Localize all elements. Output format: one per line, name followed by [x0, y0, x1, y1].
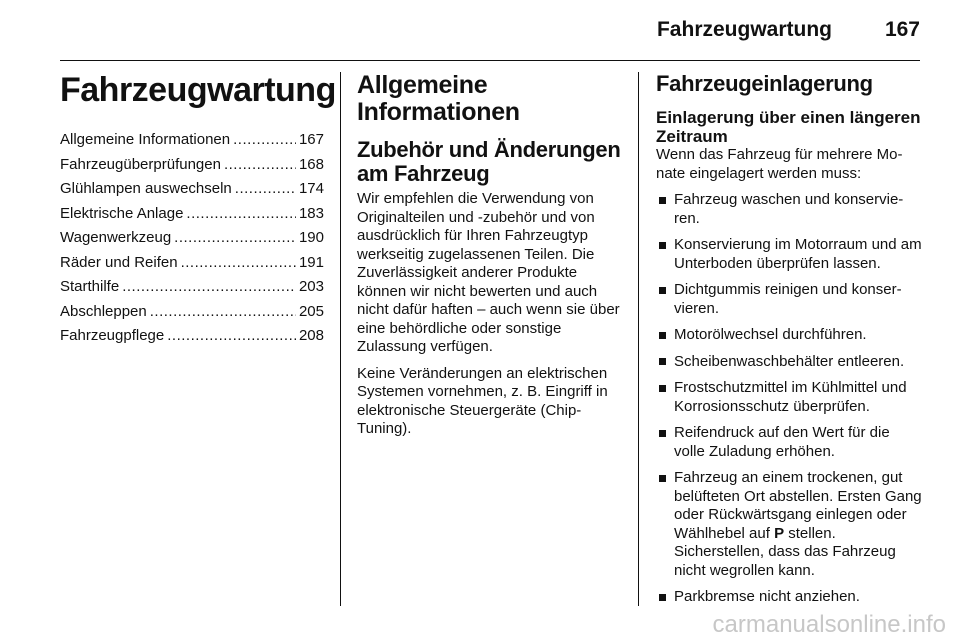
- toc-entry-label: Allgemeine Informationen: [60, 131, 231, 148]
- toc-entry-page: 168: [298, 155, 324, 173]
- watermark: carmanualsonline.info: [712, 611, 946, 638]
- toc-leader: [167, 324, 296, 349]
- list-item: [656, 379, 922, 416]
- toc-entry[interactable]: [60, 226, 324, 251]
- toc-entry[interactable]: [60, 202, 324, 227]
- toc-entry[interactable]: [60, 324, 324, 349]
- toc-leader: [224, 153, 296, 178]
- bullet-square-icon: [659, 430, 666, 437]
- bullet-square-icon: [659, 358, 666, 365]
- body-paragraph: Keine Veränderungen an elektrischen Systemen vornehmen, z. B. Eingriff in elektronische Steuergeräte (Chip-Tuning).: [357, 364, 608, 437]
- toc-entry-label: Glühlampen auswechseln: [60, 180, 232, 197]
- list-item-text-part: Fahrzeug an einem trockenen, gut belüfteten Ort abstellen. Ersten Gang oder Rückwärtsgang einlegen oder Wählhebel auf: [674, 469, 922, 542]
- list-item: [656, 326, 922, 345]
- list-item-text: Dichtgummis reinigen und konservieren.: [674, 281, 902, 317]
- section-heading: Fahrzeugeinlagerung: [656, 71, 873, 96]
- bullet-square-icon: [659, 475, 666, 482]
- toc-entry-page: 190: [298, 229, 324, 246]
- list-item-text: Frostschutzmittel im Kühlmittel und Korrosionsschutz überprüfen.: [674, 379, 907, 415]
- list-item: [656, 424, 922, 461]
- list-item-text: [674, 469, 922, 579]
- bullet-square-icon: [659, 242, 666, 249]
- page-header: [60, 14, 920, 50]
- toc-entry-label: Elektrische Anlage: [60, 204, 184, 222]
- list-item-text: Fahrzeug waschen und konservieren.: [674, 191, 904, 227]
- gear-position-label: P: [774, 524, 785, 542]
- list-item-text: Scheibenwaschbehälter entleeren.: [674, 352, 905, 370]
- storage-column: [656, 72, 922, 615]
- toc-entry[interactable]: [60, 251, 324, 276]
- bullet-square-icon: [659, 197, 666, 204]
- list-item: [656, 236, 922, 273]
- bullet-square-icon: [659, 287, 666, 294]
- list-item: [656, 353, 922, 372]
- toc-leader: [235, 177, 296, 202]
- toc-entry-page: 167: [298, 131, 324, 148]
- list-item-text-part: stellen. Sicherstellen, dass das Fahrzeug nicht wegrollen kann.: [674, 524, 896, 579]
- toc-entry-page: 205: [298, 302, 324, 320]
- toc-entry-page: 191: [298, 253, 324, 271]
- column-divider-1: [340, 72, 341, 606]
- bullet-square-icon: [659, 332, 666, 339]
- toc-entry-page: 174: [298, 180, 324, 197]
- toc-entry-page: 208: [298, 327, 324, 344]
- list-item-text: Motorölwechsel durchführen.: [674, 326, 867, 343]
- list-item: [656, 469, 922, 580]
- toc-entry[interactable]: [60, 300, 324, 325]
- list-item: [656, 588, 922, 607]
- toc-entry[interactable]: [60, 128, 324, 153]
- column-divider-2: [638, 72, 639, 606]
- toc-entry-label: Wagenwerkzeug: [60, 229, 172, 246]
- running-title: Fahrzeugwartung: [656, 18, 832, 41]
- toc-leader: [122, 275, 296, 300]
- toc-entry-page: 203: [298, 278, 324, 295]
- toc-entry[interactable]: [60, 153, 324, 178]
- toc-leader: [186, 202, 296, 227]
- toc-entry-page: 183: [298, 204, 324, 222]
- toc-entry[interactable]: [60, 177, 324, 202]
- list-item: [656, 191, 922, 228]
- section-heading: Allgemeine Informationen: [357, 71, 520, 126]
- header-divider: [60, 60, 920, 61]
- toc-entry-label: Räder und Reifen: [60, 253, 178, 271]
- page-number: 167: [884, 18, 920, 41]
- list-item-text: Reifendruck auf den Wert für die volle Zuladung erhöhen.: [674, 424, 890, 460]
- storage-checklist: [656, 191, 922, 607]
- intro-paragraph: Wenn das Fahrzeug für mehrere Monate eingelagert werden muss:: [656, 146, 903, 182]
- list-item: [656, 281, 922, 318]
- toc-entry[interactable]: [60, 275, 324, 300]
- table-of-contents: [60, 128, 324, 349]
- toc-leader: [174, 226, 296, 251]
- toc-leader: [233, 128, 296, 153]
- toc-entry-label: Abschleppen: [60, 302, 147, 320]
- toc-leader: [181, 251, 296, 276]
- list-item-text: Parkbremse nicht anziehen.: [674, 588, 860, 605]
- toc-leader: [150, 300, 296, 325]
- toc-entry-label: Fahrzeugpflege: [60, 327, 165, 344]
- toc-column: [60, 71, 336, 349]
- subsection-heading: Einlagerung über einen längeren Zeitraum: [656, 108, 921, 146]
- general-info-column: [357, 72, 621, 447]
- subsection-heading: Zubehör und Änderungen am Fahrzeug: [357, 137, 621, 186]
- toc-entry-label: Starthilfe: [60, 278, 120, 295]
- list-item-text: Konservierung im Motorraum und am Unterboden überprüfen lassen.: [674, 236, 922, 272]
- bullet-square-icon: [659, 594, 666, 601]
- toc-entry-label: Fahrzeugüberprüfungen: [60, 155, 221, 173]
- bullet-square-icon: [659, 385, 666, 392]
- body-paragraph: Wir empfehlen die Verwendung von Originalteilen und -zubehör und von ausdrücklich für Ihren Fahrzeugtyp werkseitig zugelassenen Teilen. Die Zuverlässigkeit anderer Produkte können wir nicht bewerten und auch nicht dafür haften – auch wenn sie über eine behördliche oder sonstige Zulassung verfügen.: [357, 190, 620, 355]
- chapter-title: Fahrzeugwartung: [60, 71, 336, 109]
